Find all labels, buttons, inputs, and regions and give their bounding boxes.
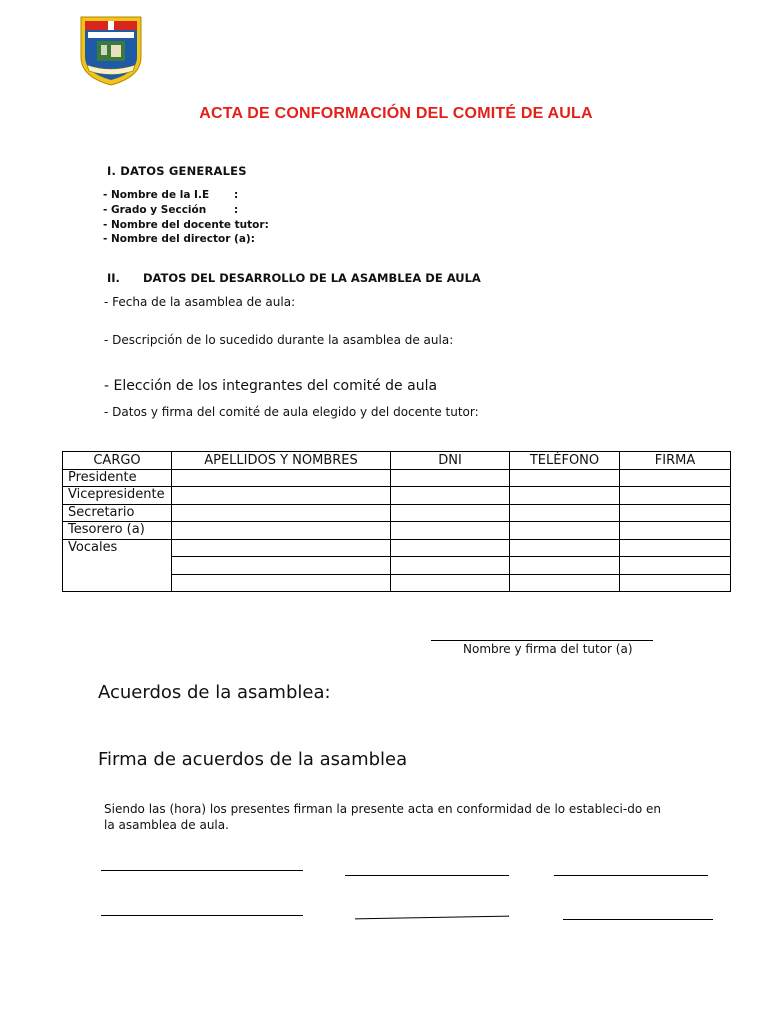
tutor-signature-caption: Nombre y firma del tutor (a) <box>463 642 633 656</box>
phone-cell[interactable] <box>510 522 620 540</box>
dni-cell[interactable] <box>391 487 510 505</box>
dni-cell[interactable] <box>391 574 510 592</box>
field-colon: : <box>234 189 239 201</box>
cargo-cell: Presidente <box>63 469 172 487</box>
signature-cell[interactable] <box>620 574 731 592</box>
section-number: II. <box>107 271 120 285</box>
document-title: ACTA DE CONFORMACIÓN DEL COMITÉ DE AULA <box>199 105 593 122</box>
item-committee-signatures: - Datos y firma del comité de aula elegido y del docente tutor: <box>104 405 479 419</box>
item-assembly-date: - Fecha de la asamblea de aula: <box>104 295 296 309</box>
field-label: - Nombre del docente tutor: <box>103 219 269 231</box>
agreements-signature-heading: Firma de acuerdos de la asamblea <box>98 749 408 770</box>
field-school-name <box>103 189 239 201</box>
agreements-heading: Acuerdos de la asamblea: <box>98 682 331 703</box>
name-cell[interactable] <box>172 504 391 522</box>
signature-line <box>101 915 303 916</box>
column-header: CARGO <box>63 452 172 470</box>
field-label: - Nombre de la I.E <box>103 189 210 201</box>
table-row <box>63 522 731 540</box>
signature-line <box>101 870 303 871</box>
field-label: - Nombre del director (a): <box>103 233 255 245</box>
name-cell[interactable] <box>172 557 391 575</box>
table-row <box>63 487 731 505</box>
table-header-row <box>63 452 731 470</box>
signature-cell[interactable] <box>620 539 731 557</box>
name-cell[interactable] <box>172 487 391 505</box>
tutor-signature-line <box>431 640 653 641</box>
dni-cell[interactable] <box>391 522 510 540</box>
column-header: APELLIDOS Y NOMBRES <box>172 452 391 470</box>
school-crest-logo <box>79 15 143 87</box>
column-header: TELÉFONO <box>510 452 620 470</box>
name-cell[interactable] <box>172 574 391 592</box>
signature-line <box>355 916 509 920</box>
cargo-cell: Vicepresidente <box>63 487 172 505</box>
section-2-heading <box>107 271 481 285</box>
section-title: DATOS DEL DESARROLLO DE LA ASAMBLEA DE AULA <box>143 271 481 285</box>
field-label: - Grado y Sección <box>103 204 207 216</box>
phone-cell[interactable] <box>510 469 620 487</box>
phone-cell[interactable] <box>510 574 620 592</box>
table-row <box>63 504 731 522</box>
signature-cell[interactable] <box>620 557 731 575</box>
signature-line <box>563 919 713 920</box>
name-cell[interactable] <box>172 522 391 540</box>
dni-cell[interactable] <box>391 557 510 575</box>
phone-cell[interactable] <box>510 557 620 575</box>
section-1-heading: I. DATOS GENERALES <box>107 164 247 178</box>
phone-cell[interactable] <box>510 504 620 522</box>
committee-table <box>62 451 731 592</box>
column-header: DNI <box>391 452 510 470</box>
signature-line <box>554 875 708 876</box>
field-grade-section <box>103 204 239 216</box>
phone-cell[interactable] <box>510 487 620 505</box>
field-director-name <box>103 233 255 245</box>
field-tutor-name <box>103 219 269 231</box>
column-header: FIRMA <box>620 452 731 470</box>
field-colon: : <box>234 204 239 216</box>
signature-cell[interactable] <box>620 522 731 540</box>
signature-line <box>345 875 509 876</box>
dni-cell[interactable] <box>391 504 510 522</box>
phone-cell[interactable] <box>510 539 620 557</box>
item-committee-election: - Elección de los integrantes del comité de aula <box>104 378 438 394</box>
item-assembly-description: - Descripción de lo sucedido durante la asamblea de aula: <box>104 333 454 347</box>
table-row <box>63 539 731 557</box>
cargo-cell: Secretario <box>63 504 172 522</box>
cargo-cell: Tesorero (a) <box>63 522 172 540</box>
name-cell[interactable] <box>172 539 391 557</box>
cargo-cell: Vocales <box>63 539 172 592</box>
closing-paragraph: Siendo las (hora) los presentes firman la presente acta en conformidad de lo estableci-do en la asamblea de aula. <box>104 802 661 832</box>
dni-cell[interactable] <box>391 539 510 557</box>
dni-cell[interactable] <box>391 469 510 487</box>
signature-cell[interactable] <box>620 487 731 505</box>
signature-cell[interactable] <box>620 504 731 522</box>
table-row <box>63 469 731 487</box>
name-cell[interactable] <box>172 469 391 487</box>
signature-cell[interactable] <box>620 469 731 487</box>
